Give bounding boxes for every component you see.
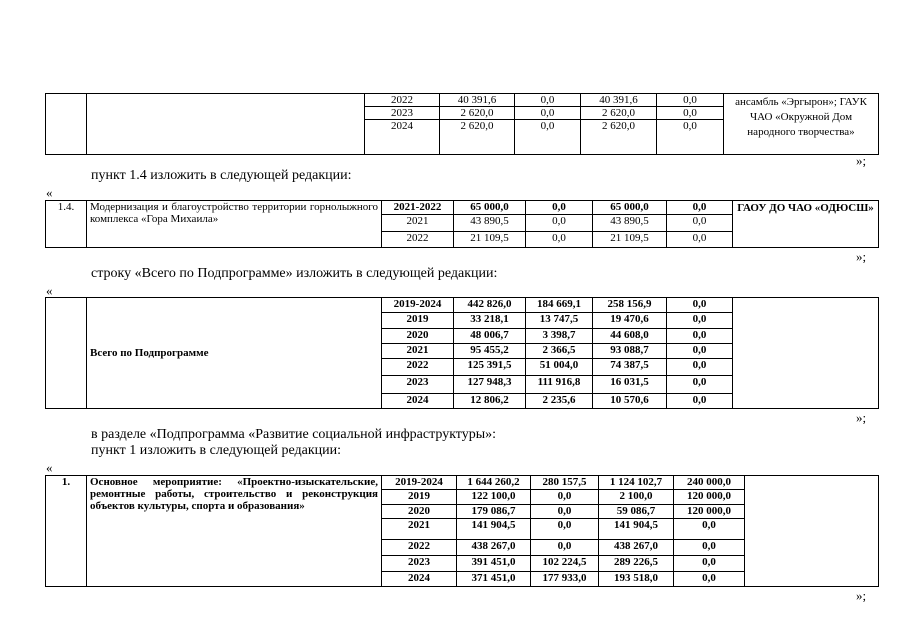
federal-cell: 0,0 — [531, 504, 599, 518]
year-cell: 2019-2024 — [382, 298, 454, 313]
other-cell: 0,0 — [674, 519, 745, 540]
year-cell: 2023 — [382, 556, 457, 571]
other-cell: 0,0 — [667, 298, 733, 313]
federal-cell: 177 933,0 — [531, 571, 599, 586]
table-item-1-4 — [45, 200, 879, 248]
total-cell: 438 267,0 — [457, 539, 531, 555]
total-cell: 1 644 260,2 — [457, 476, 531, 490]
regional-cell: 40 391,6 — [581, 94, 657, 107]
regional-cell: 141 904,5 — [599, 519, 674, 540]
regional-cell: 2 620,0 — [581, 107, 657, 120]
federal-cell: 0,0 — [526, 201, 593, 215]
close-quote: »; — [856, 588, 867, 603]
other-cell: 0,0 — [667, 376, 733, 393]
federal-cell: 280 157,5 — [531, 476, 599, 490]
total-cell: 48 006,7 — [454, 328, 526, 343]
other-cell: 120 000,0 — [674, 490, 745, 504]
total-cell: 122 100,0 — [457, 490, 531, 504]
regional-cell: 2 100,0 — [599, 490, 674, 504]
federal-cell: 0,0 — [526, 231, 593, 247]
year-cell: 2020 — [382, 328, 454, 343]
year-cell: 2021 — [382, 215, 454, 231]
other-cell: 0,0 — [674, 539, 745, 555]
federal-cell: 0,0 — [515, 107, 581, 120]
regional-cell: 43 890,5 — [593, 215, 667, 231]
other-cell: 0,0 — [657, 120, 724, 155]
table-item-1 — [45, 475, 879, 587]
paragraph-2: строку «Всего по Подпрограмме» изложить в следующей редакции: — [91, 266, 498, 281]
federal-cell: 2 235,6 — [526, 393, 593, 408]
year-cell: 2022 — [382, 359, 454, 376]
other-cell: 0,0 — [667, 359, 733, 376]
paragraph-1: пункт 1.4 изложить в следующей редакции: — [91, 168, 352, 183]
federal-cell: 0,0 — [526, 215, 593, 231]
total-cell: 2 620,0 — [440, 107, 515, 120]
regional-cell: 289 226,5 — [599, 556, 674, 571]
total-cell: 65 000,0 — [454, 201, 526, 215]
year-cell: 2021 — [382, 519, 457, 540]
empty-num-cell — [46, 298, 87, 409]
total-label: Всего по Подпрограмме — [87, 298, 382, 409]
table-subprogram-total — [45, 297, 879, 409]
federal-cell: 0,0 — [515, 120, 581, 155]
empty-executor-cell — [745, 476, 879, 587]
year-cell: 2021-2022 — [382, 201, 454, 215]
year-cell: 2024 — [382, 571, 457, 586]
year-cell: 2023 — [365, 107, 440, 120]
paragraph-3: в разделе «Подпрограмма «Развитие социальной инфраструктуры»: — [91, 427, 497, 442]
total-cell: 371 451,0 — [457, 571, 531, 586]
other-cell: 0,0 — [674, 556, 745, 571]
empty-num-cell — [46, 94, 87, 155]
regional-cell: 16 031,5 — [593, 376, 667, 393]
empty-executor-cell — [733, 298, 879, 409]
federal-cell: 0,0 — [531, 539, 599, 555]
close-quote: »; — [856, 410, 867, 425]
total-cell: 442 826,0 — [454, 298, 526, 313]
year-cell: 2023 — [382, 376, 454, 393]
item-name: Модернизация и благоустройство территории горнолыжного комплекса «Гора Михаила» — [87, 201, 382, 248]
close-quote: »; — [856, 153, 867, 168]
federal-cell: 13 747,5 — [526, 313, 593, 328]
other-cell: 240 000,0 — [674, 476, 745, 490]
regional-cell: 2 620,0 — [581, 120, 657, 155]
total-cell: 95 455,2 — [454, 343, 526, 358]
total-cell: 40 391,6 — [440, 94, 515, 107]
federal-cell: 3 398,7 — [526, 328, 593, 343]
year-cell: 2022 — [382, 231, 454, 247]
total-cell: 391 451,0 — [457, 556, 531, 571]
other-cell: 0,0 — [667, 343, 733, 358]
regional-cell: 438 267,0 — [599, 539, 674, 555]
year-cell: 2024 — [382, 393, 454, 408]
table-continuation — [45, 93, 879, 155]
open-quote: « — [46, 185, 53, 200]
item-number: 1.4. — [46, 201, 87, 248]
other-cell: 0,0 — [667, 393, 733, 408]
other-cell: 0,0 — [674, 571, 745, 586]
paragraph-4: пункт 1 изложить в следующей редакции: — [91, 443, 341, 458]
executor-cell: ГАОУ ДО ЧАО «ОДЮСШ» — [733, 201, 879, 248]
other-cell: 0,0 — [667, 215, 733, 231]
federal-cell: 184 669,1 — [526, 298, 593, 313]
year-cell: 2021 — [382, 343, 454, 358]
total-cell: 179 086,7 — [457, 504, 531, 518]
open-quote: « — [46, 460, 53, 475]
other-cell: 0,0 — [667, 328, 733, 343]
total-cell: 141 904,5 — [457, 519, 531, 540]
other-cell: 0,0 — [667, 313, 733, 328]
federal-cell: 111 916,8 — [526, 376, 593, 393]
other-cell: 120 000,0 — [674, 504, 745, 518]
other-cell: 0,0 — [667, 201, 733, 215]
total-cell: 43 890,5 — [454, 215, 526, 231]
regional-cell: 10 570,6 — [593, 393, 667, 408]
regional-cell: 59 086,7 — [599, 504, 674, 518]
year-cell: 2019 — [382, 313, 454, 328]
other-cell: 0,0 — [667, 231, 733, 247]
regional-cell: 258 156,9 — [593, 298, 667, 313]
federal-cell: 0,0 — [531, 490, 599, 504]
federal-cell: 51 004,0 — [526, 359, 593, 376]
regional-cell: 19 470,6 — [593, 313, 667, 328]
total-cell: 125 391,5 — [454, 359, 526, 376]
regional-cell: 74 387,5 — [593, 359, 667, 376]
year-cell: 2022 — [382, 539, 457, 555]
year-cell: 2019 — [382, 490, 457, 504]
regional-cell: 193 518,0 — [599, 571, 674, 586]
total-cell: 12 806,2 — [454, 393, 526, 408]
regional-cell: 1 124 102,7 — [599, 476, 674, 490]
empty-name-cell — [87, 94, 365, 155]
federal-cell: 0,0 — [531, 519, 599, 540]
open-quote: « — [46, 283, 53, 298]
federal-cell: 2 366,5 — [526, 343, 593, 358]
total-cell: 21 109,5 — [454, 231, 526, 247]
total-cell: 127 948,3 — [454, 376, 526, 393]
year-cell: 2024 — [365, 120, 440, 155]
federal-cell: 0,0 — [515, 94, 581, 107]
item-name: Основное мероприятие: «Проектно-изыскательские, ремонтные работы, строительство и реконструкция объектов культуры, спорта и образования» — [87, 476, 382, 587]
other-cell: 0,0 — [657, 94, 724, 107]
regional-cell: 44 608,0 — [593, 328, 667, 343]
federal-cell: 102 224,5 — [531, 556, 599, 571]
regional-cell: 93 088,7 — [593, 343, 667, 358]
item-number: 1. — [46, 476, 87, 587]
total-cell: 2 620,0 — [440, 120, 515, 155]
year-cell: 2020 — [382, 504, 457, 518]
regional-cell: 65 000,0 — [593, 201, 667, 215]
close-quote: »; — [856, 249, 867, 264]
year-cell: 2022 — [365, 94, 440, 107]
executor-cell: ансамбль «Эргырон»; ГАУК ЧАО «Окружной Дом народного творчества» — [724, 94, 879, 155]
total-cell: 33 218,1 — [454, 313, 526, 328]
other-cell: 0,0 — [657, 107, 724, 120]
year-cell: 2019-2024 — [382, 476, 457, 490]
regional-cell: 21 109,5 — [593, 231, 667, 247]
